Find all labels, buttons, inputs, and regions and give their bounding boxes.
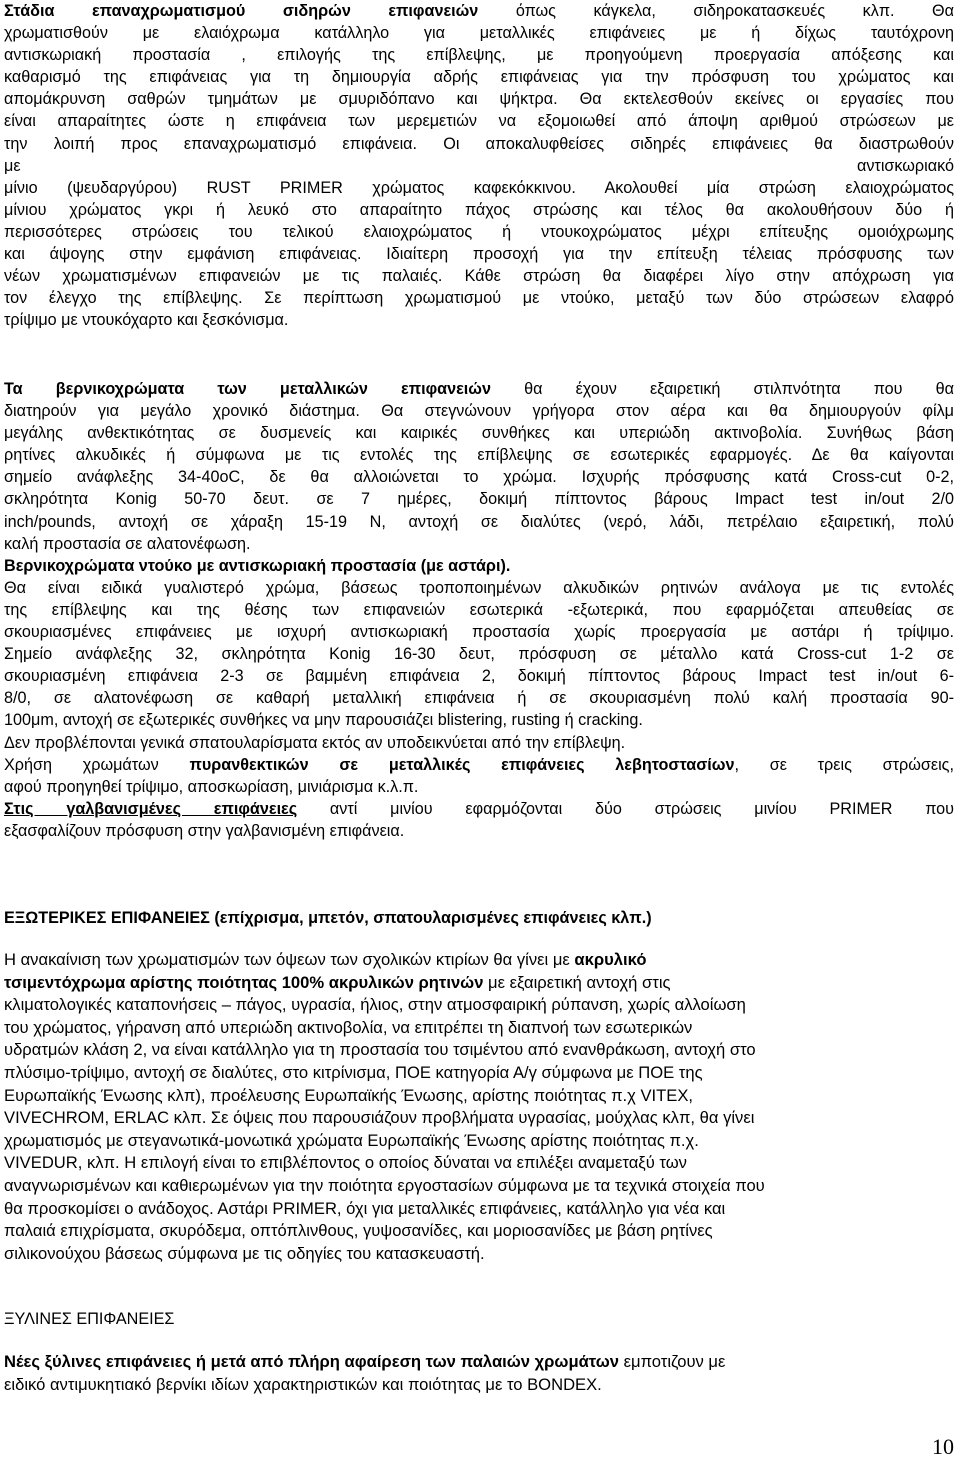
text-line: VIVEDUR, κλπ. Η επιλογή είναι το επιβλέποντος ο οποίος δύναται να επιλέξει αναμεταξύ των [4, 1153, 687, 1173]
text-line: Ευρωπαϊκής Ένωσης κλπ), προέλευσης Ευρωπαϊκής Ένωσης, αρίστης ποιότητας π.χ VITEX, [4, 1085, 694, 1105]
text-line: χρωματισθούν με ελαιόχρωμα κατάλληλο για μεταλλικές επιφάνειες με ή δίχως ταυτόχρονη [4, 24, 954, 43]
text-fragment: αντισκωριακό [856, 156, 954, 175]
text-line: είναι απαραίτητες ώστε η επιφάνεια των μερεμετιών να εξομοιωθεί από άποψη αριθμού στρώσεων με [4, 112, 954, 131]
text-line: μίνιου χρώματος γκρι ή λευκό στο απαραίτητο πάχος στρώσης και τέλος θα ακολουθήσουν δύο ή [4, 200, 954, 219]
text-fragment: με εξαιρετική αντοχή στις [483, 972, 671, 992]
text-line: 100μm, αντοχή σε εξωτερικές συνθήκες να μην παρουσιάζει blistering, rusting ή cracking. [4, 711, 643, 730]
text-line: τρίψιμο με ντουκόχαρτο και ξεσκόνισμα. [4, 311, 289, 330]
text-line: inch/pounds, αντοχή σε χάραξη 15-19 N, αντοχή σε διαλύτες (νερό, λάδι, πετρέλαιο εξαιρετική, πολύ [4, 512, 954, 531]
text-line: θα προσκομίσει ο ανάδοχος. Αστάρι PRIMER, όχι για μεταλλικές επιφάνειες, κατάλληλο για νέα και [4, 1198, 726, 1218]
text-line: αντισκωριακή προστασία , επιλογής της επίβλεψης, με προηγούμενη προεργασία απόξεσης και [4, 46, 954, 65]
text-line: όπως κάγκελα, σιδηροκατασκευές κλπ. Θα [478, 2, 954, 20]
text-line: καλή προστασία σε αλατονέφωση. [4, 534, 251, 553]
text-line: την λοιπή προς επαναχρωματισμό επιφάνεια. Οι αποκαλυφθείσες σιδηρές επιφάνειες θα διαστρωθούν [4, 134, 954, 153]
text-line: Σημείο ανάφλεξης 32, σκληρότητα Konig 16-30 δευτ, πρόσφυση σε μέταλλο κατά Cross-cut 1-2 σε [4, 645, 954, 664]
acrylic-term: ακρυλικό [574, 950, 647, 969]
text-fragment: Χρήση χρωμάτων [4, 755, 190, 774]
text-line [4, 155, 954, 177]
text-line: αναγνωρισμένων και καθιερωμένων για την ποιότητα εργοστασίων σύμφωνα με τα τεχνικά στοιχεία που [4, 1175, 765, 1195]
text-line: πλύσιμο-τρίψιμο, αντοχή σε διαλύτες, στο κιτρίνισμα, ΠΟΕ κατηγορία Α/γ σύμφωνα με ΠΟΕ της [4, 1062, 703, 1082]
text-line: αφού προηγηθεί τρίψιμο, αποσκωρίαση, μινιάρισμα κ.λ.π. [4, 777, 419, 796]
iron-surfaces-heading: Στάδια επαναχρωματισμού σιδηρών επιφανειών [4, 2, 479, 20]
fireproof-heading: πυρανθεκτικών σε μεταλλικές επιφάνειες λεβητοστασίων [189, 755, 735, 774]
text-line: και άψογης στην εμφάνιση επιφάνειας. Ιδιαίτερη προσοχή για την επίτευξη τέλειας πρόσφυσης των [4, 245, 954, 264]
text-line: αντί μινίου εφαρμόζονται δύο στρώσεις μινίου PRIMER που [297, 799, 954, 818]
text-line: περισσότερες στρώσεις του τελικού ελαιοχρώματος ή ντουκοχρώματος μέχρι επίτευξης ομοιόχρωμης [4, 222, 954, 241]
text-line: θα έχουν εξαιρετική στιλπνότητα που θα [490, 380, 954, 398]
text-line: νέων χρωματισμένων επιφανειών με τις παλαιές. Κάθε στρώση θα διαφέρει λίγο στην απόχρωση για [4, 267, 954, 286]
text-line: διατηρούν για μεγάλο χρονικό διάστημα. Θα στεγνώνουν γρήγορα στον αέρα και θα δημιουργούν φίλμ [4, 402, 954, 421]
text-line: ειδικό αντιμυκητιακό βερνίκι ιδίων χαρακτηριστικών και ποιότητας με το BONDEX. [4, 1374, 602, 1394]
text-line: σκουριασμένη επιφάνεια 2-3 σε βαμμένη επιφάνεια 2, δοκιμή πίπτοντος βάρους Impact test in/out 6- [4, 667, 954, 686]
text-line: μίνιο (ψευδαργύρου) RUST PRIMER χρώματος καφεκόκκινου. Ακολουθεί μία στρώση ελαιοχρώματος [4, 178, 954, 197]
text-line: σκουριασμένες επιφάνειες με ισχυρή αντισκωριακή προστασία χωρίς προεργασία με αστάρι ή τρίψιμο. [4, 623, 954, 642]
text-line: χρωματισμός με στεγανωτικά-μονωτικά χρώματα Ευρωπαϊκής Ένωσης αρίστης ποιότητας π.χ. [4, 1130, 699, 1150]
text-line: καθαρισμό της επιφάνειας για τη δημιουργία αδρής επιφάνειας για την πρόσφυση του χρώματος και [4, 68, 954, 87]
metal-varnish-heading: Τα βερνικοχρώματα των μεταλλικών επιφανειών [4, 380, 491, 398]
acrylic-cement-term: τσιμεντόχρωμα αρίστης ποιότητας 100% ακρυλικών ρητινών [4, 972, 484, 992]
text-fragment: με [4, 156, 21, 175]
text-line: του χρώματος, γήρανση από υπεριώδη ακτινοβολία, να επιτρέπει τη διαπνοή των εσωτερικών [4, 1017, 693, 1037]
text-line: τον έλεγχο της επίβλεψης. Σε περίπτωση χρωματισμού με ντούκο, μεταξύ των δύο στρώσεων ελαφρό [4, 289, 954, 308]
text-fragment: εμποτιζουν με [619, 1352, 726, 1371]
paragraph-metal-varnish [4, 378, 954, 842]
text-line: 8/0, σε αλατονέφωση σε καθαρή μεταλλική επιφάνεια ή σε σκουριασμένη πολύ καλή προστασία 90- [4, 689, 954, 708]
text-line: σημείο ανάφλεξης 34-40oC, δε θα αλλοιώνεται το χρώμα. Ισχυρής πρόσφυσης κατά Cross-cut 0-2, [4, 468, 954, 487]
duco-varnish-heading: Βερνικοχρώματα ντούκο με αντισκωριακή προστασία (με αστάρι). [4, 556, 511, 575]
text-line: κλιματολογικές καταπονήσεις – πάγος, υγρασία, ήλιος, στην ατμοσφαιρική ρύπανση, χωρίς αλλοίωση [4, 995, 746, 1015]
text-line: παλαιά επιχρίσματα, σκυρόδεμα, οπτόπλινθους, γυψοσανίδες, και μοριοσανίδες με βάση ρητίνες [4, 1221, 713, 1241]
text-line: μεγάλης ανθεκτικότητας σε δυσμενείς και καιρικές συνθήκες και υπεριώδη ακτινοβολία. Συνήθως βάση [4, 424, 954, 443]
text-line: εξασφαλίζουν πρόσφυση στην γαλβανισμένη επιφάνεια. [4, 821, 405, 840]
new-wooden-surfaces-term: Νέες ξύλινες επιφάνειες ή μετά από πλήρη αφαίρεση των παλαιών χρωμάτων [4, 1352, 619, 1371]
page-number: 10 [932, 1434, 954, 1459]
galvanized-heading: Στις γαλβανισμένες επιφάνειες [4, 799, 298, 818]
wooden-surfaces-heading: ΞΥΛΙΝΕΣ ΕΠΙΦΑΝΕΙΕΣ [4, 1310, 175, 1328]
paragraph-exterior [4, 949, 954, 1265]
text-line: υδρατμών κλάση 2, να είναι κατάλληλο για τη προστασία του τσιμέντου από ενανθράκωση, αντοχή στο [4, 1040, 756, 1060]
text-fragment: , σε τρεις στρώσεις, [734, 755, 954, 774]
paragraph-iron-surfaces [4, 0, 954, 331]
exterior-surfaces-heading: ΕΞΩΤΕΡΙΚΕΣ ΕΠΙΦΑΝΕΙΕΣ (επίχρισμα, μπετόν, σπατουλαρισμένες επιφάνειες κλπ.) [4, 909, 652, 927]
text-fragment: Η ανακαίνιση των χρωματισμών των όψεων των σχολικών κτιρίων θα γίνει με [4, 950, 575, 969]
text-line: Θα είναι ειδικά γυαλιστερό χρώμα, βάσεως τροποποιημένων αλκυδικών ρητινών ανάλογα με τις εντολές [4, 578, 954, 597]
text-line: απομάκρυνση σαθρών τμημάτων με σμυριδόπανο και ψήκτρα. Θα εκτελεσθούν εκείνες οι εργασίες που [4, 90, 954, 109]
text-line: ρητίνες αλκυδικές ή σύμφωνα με τις εντολές της επίβλεψης σε εσωτερικές εφαρμογές. Δε θα καίγονται [4, 446, 954, 465]
paragraph-wooden [4, 1351, 954, 1396]
text-line: VIVECHROM, ERLAC κλπ. Σε όψεις που παρουσιάζουν προβλήματα υγρασίας, μούχλας κλπ, θα γίνει [4, 1108, 755, 1128]
text-line: σιλικονούχου βάσεως σύμφωνα με τις οδηγίες του κατασκευαστή. [4, 1243, 485, 1263]
text-line: της επίβλεψης και της θέσης των επιφανειών εσωτερικά -εξωτερικά, που εφαρμόζεται απευθείας σε [4, 600, 954, 619]
text-line: Δεν προβλέπονται γενικά σπατουλαρίσματα εκτός αν υποδεικνύεται από την επίβλεψη. [4, 733, 626, 752]
text-line: σκληρότητα Konig 50-70 δευτ. σε 7 ημέρες, δοκιμή πίπτοντος βάρους Impact test in/out 2/0 [4, 490, 954, 509]
